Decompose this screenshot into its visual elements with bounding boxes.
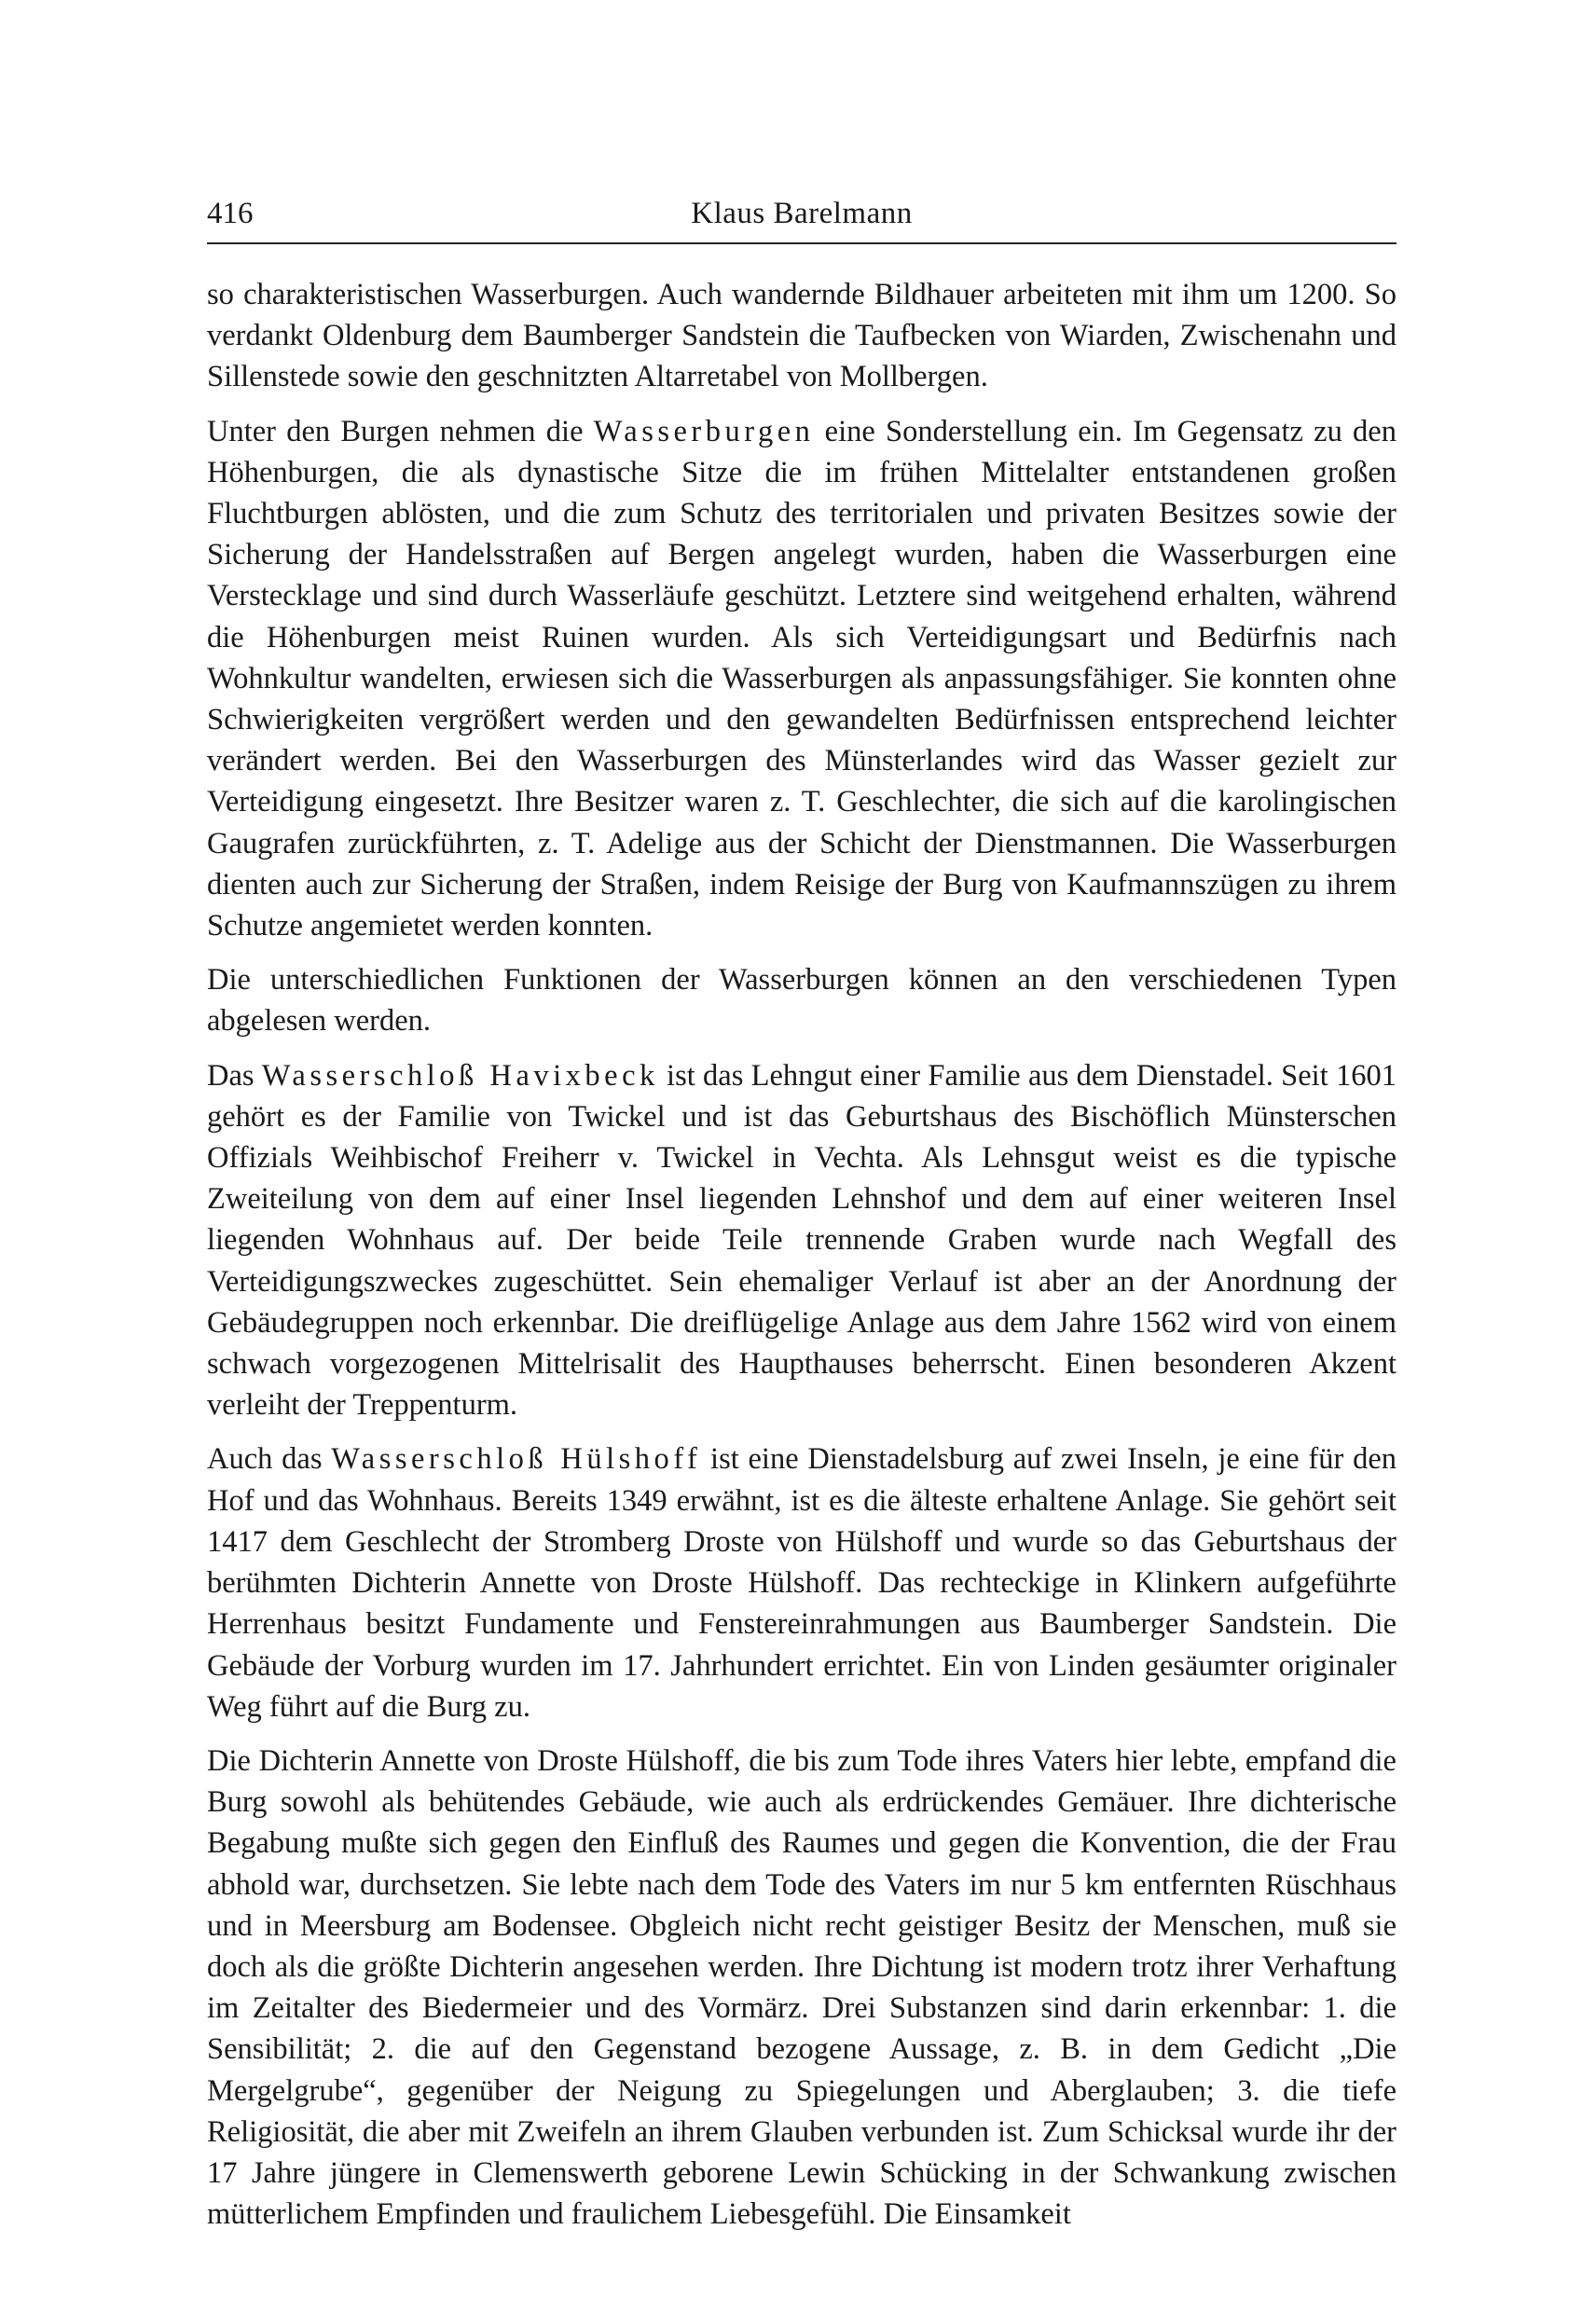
paragraph-huelshoff	[207, 1438, 1396, 1727]
header-rule	[207, 242, 1396, 244]
paragraph-wasserburgen	[207, 411, 1396, 947]
emphasized-term: Wasserschloß Hülshoff	[331, 1442, 702, 1477]
paragraph-funktionen: Die unterschiedlichen Funktionen der Wasserburgen können an den verschiedenen Typen abgelesen werden.	[207, 963, 1396, 1039]
emphasized-term: Wasserburgen	[593, 414, 815, 448]
paragraph-text: Auch das	[207, 1442, 332, 1477]
body-text	[207, 274, 1396, 2235]
paragraph-text: Unter den Burgen nehmen die	[207, 414, 594, 448]
running-head	[207, 190, 1396, 237]
paragraph-text: ist das Lehngut einer Familie aus dem Dienstadel. Seit 1601 gehört es der Familie von Twickel und ist das Geburtshaus des Bischöflich Münsterschen Offizials Weihbischof Freiherr v. Twickel in Vechta. Als Lehnsgut weist es die typische Zweiteilung von dem auf einer Insel liegenden Lehnshof und dem auf einer weiteren Insel liegenden Wohnhaus auf. Der beide Teile trennende Graben wurde nach Wegfall des Verteidigungszweckes zugeschüttet. Sein ehemaliger Verlauf ist aber an der Anordnung der Gebäudegruppen noch erkennbar. Die dreiflügelige Anlage aus dem Jahre 1562 wird von einem schwach vorgezogenen Mittelrisalit des Haupthauses beherrscht. Einen besonderen Akzent verleiht der Treppenturm.	[207, 1058, 1397, 1423]
paragraph-intro: so charakteristischen Wasserburgen. Auch wandernde Bildhauer arbeiteten mit ihm um 1200. So verdankt Oldenburg dem Baumberger Sandstein die Taufbecken von Wiarden, Zwischenahn und Sillenstede sowie den geschnitzten Altarretabel von Mollbergen.	[207, 278, 1396, 394]
paragraph-havixbeck	[207, 1055, 1396, 1426]
paragraph-text: ist eine Dienstadelsburg auf zwei Inseln, je eine für den Hof und das Wohnhaus. Bereits 1349 erwähnt, ist es die älteste erhaltene Anlage. Sie gehört seit 1417 dem Geschlecht der Stromberg Droste von Hülshoff und wurde so das Geburtshaus der berühmten Dichterin Annette von Droste Hülshoff. Das rechteckige in Klinkern aufgeführte Herrenhaus besitzt Fundamente und Fenstereinrahmungen aus Baumberger Sandstein. Die Gebäude der Vorburg wurden im 17. Jahrhundert errichtet. Ein von Linden gesäumter originaler Weg führt auf die Burg zu.	[207, 1442, 1396, 1724]
paragraph-text: eine Sonderstellung ein. Im Gegensatz zu den Höhenburgen, die als dynastische Sitze die im frühen Mittelalter entstandenen großen Fluchtburgen ablösten, und die zum Schutz des territorialen und privaten Besitzes sowie der Sicherung der Handelsstraßen auf Bergen angelegt wurden, haben die Wasserburgen eine Verstecklage und sind durch Wasserläufe geschützt. Letztere sind weitgehend erhalten, während die Höhenburgen meist Ruinen wurden. Als sich Verteidigungsart und Bedürfnis nach Wohnkultur wandelten, erwiesen sich die Wasserburgen als anpassungsfähiger. Sie konnten ohne Schwierigkeiten vergrößert werden und den gewandelten Bedürfnissen entsprechend leichter verändert werden. Bei den Wasserburgen des Münsterlandes wird das Wasser gezielt zur Verteidigung eingesetzt. Ihre Besitzer waren z. T. Geschlechter, die sich auf die karolingischen Gaugrafen zurückführten, z. T. Adelige aus der Schicht der Dienstmannen. Die Wasserburgen dienten auch zur Sicherung der Straßen, indem Reisige der Burg von Kaufmannszügen zu ihrem Schutze angemietet werden konnten.	[207, 414, 1396, 943]
paragraph-text: Das	[207, 1058, 262, 1093]
paragraph-dichterin: Die Dichterin Annette von Droste Hülshoff, die bis zum Tode ihres Vaters hier lebte, empfand die Burg sowohl als behütendes Gebäude, wie auch als erdrückendes Gemäuer. Ihre dichterische Begabung mußte sich gegen den Einfluß des Raumes und gegen die Konvention, die der Frau abhold war, durchsetzen. Sie lebte nach dem Tode des Vaters im nur 5 km entfernten Rüschhaus und in Meersburg am Bodensee. Obgleich nicht recht geistiger Besitz der Menschen, muß sie doch als die größte Dichterin angesehen werden. Ihre Dichtung ist modern trotz ihrer Verhaftung im Zeitalter des Biedermeier und des Vormärz. Drei Substanzen sind darin erkennbar: 1. die Sensibilität; 2. die auf den Gegenstand bezogene Aussage, z. B. in dem Gedicht „Die Mergelgrube“, gegenüber der Neigung zu Spiegelungen und Aberglauben; 3. die tiefe Religiosität, die aber mit Zweifeln an ihrem Glauben verbunden ist. Zum Schicksal wurde ihr der 17 Jahre jüngere in Clemenswerth geborene Lewin Schücking in der Schwankung zwischen mütterlichem Empfinden und fraulichem Liebesgefühl. Die Einsamkeit	[207, 1743, 1396, 2232]
running-title-author: Klaus Barelmann	[691, 197, 913, 230]
page-number: 416	[207, 197, 254, 230]
emphasized-term: Wasserschloß Havixbeck	[261, 1058, 659, 1093]
